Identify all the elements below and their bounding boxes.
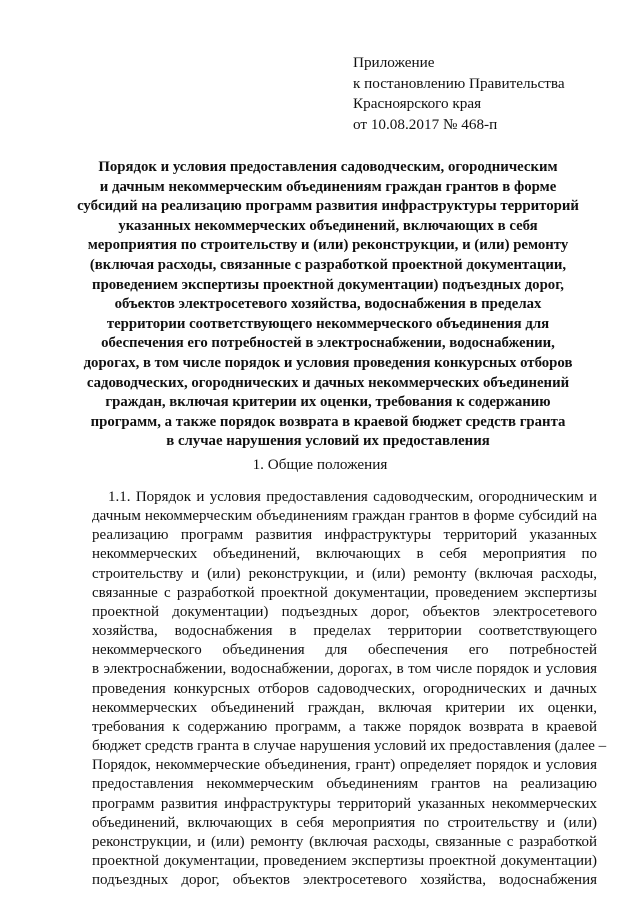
paragraph-line: реконструкции, и (или) ремонту (включая расходы, связанные с разработкой bbox=[92, 833, 597, 850]
title-line: Порядок и условия предоставления садоводческим, огородническим bbox=[98, 159, 558, 175]
title-line: проведением экспертизы проектной документации) подъездных дорог, bbox=[92, 276, 564, 293]
title-line: и дачным некоммерческим объединениям граждан грантов в форме bbox=[99, 178, 557, 195]
paragraph-line: некоммерческих объединений граждан, включая критерии их оценки, bbox=[92, 699, 597, 716]
paragraph-line: в электроснабжении, водоснабжении, дорогах, в том числе порядок и условия bbox=[92, 661, 597, 678]
paragraph-line: требования к содержанию программ, а также порядок возврата в краевой bbox=[92, 718, 597, 735]
title-line: территории соответствующего некоммерческого объединения для bbox=[106, 315, 550, 332]
paragraph-line: связанные с разработкой проектной документации, проведением экспертизы bbox=[92, 584, 597, 601]
paragraph-line: предоставления некоммерческим объединениям грантов на реализацию bbox=[92, 776, 597, 793]
appendix-line: от 10.08.2017 № 468-п bbox=[353, 115, 498, 133]
appendix-line: к постановлению Правительства bbox=[353, 74, 565, 92]
title-line: программ, а также порядок возврата в краевой бюджет средств гранта bbox=[90, 413, 566, 430]
section-heading: 1. Общие положения bbox=[252, 456, 388, 473]
paragraph-line: 1.1. Порядок и условия предоставления садоводческим, огородническим и bbox=[108, 489, 597, 505]
title-line: субсидий на реализацию программ развития инфраструктуры территорий bbox=[77, 198, 579, 215]
paragraph-line: некоммерческого объединения для обеспечения его потребностей bbox=[92, 642, 597, 659]
section-paragraph bbox=[92, 488, 607, 890]
paragraph-line: проектной документации) подъездных дорог, объектов электросетевого bbox=[92, 603, 597, 620]
paragraph-line: проведения конкурсных отборов садоводческих, огороднических и дачных bbox=[92, 680, 597, 697]
appendix-line: Красноярского края bbox=[353, 95, 482, 112]
paragraph-line: программ развития инфраструктуры территорий указанных некоммерческих bbox=[92, 795, 597, 812]
title-line: дорогах, в том числе порядок и условия проведения конкурсных отборов bbox=[83, 354, 573, 371]
paragraph-line: Порядок, некоммерческие объединения, грант) определяет порядок и условия bbox=[92, 757, 597, 774]
title-line: в случае нарушения условий их предоставления bbox=[166, 433, 490, 450]
title-line: мероприятия по строительству и (или) реконструкции, и (или) ремонту bbox=[87, 237, 569, 254]
paragraph-line: объединений, включающих в себя мероприятия по строительству и (или) bbox=[92, 814, 597, 831]
appendix-line: Приложение bbox=[353, 54, 435, 71]
title-line: обеспечения его потребностей в электроснабжении, водоснабжении, bbox=[101, 335, 555, 352]
paragraph-line: подъездных дорог, объектов электросетевого хозяйства, водоснабжения bbox=[92, 872, 597, 889]
appendix-block bbox=[353, 53, 623, 135]
paragraph-line: дачным некоммерческим объединениям граждан грантов в форме субсидий на bbox=[92, 508, 597, 525]
paragraph-line: проектной документации, проведением экспертизы проектной документации) bbox=[92, 852, 597, 869]
paragraph-line: хозяйства, водоснабжения в пределах территории соответствующего bbox=[92, 623, 597, 640]
title-line: указанных некоммерческих объединений, включающих в себя bbox=[118, 217, 538, 234]
paragraph-line: некоммерческих объединений, включающих в себя мероприятия по bbox=[92, 546, 597, 563]
paragraph-line: строительству и (или) реконструкции, и (или) ремонту (включая расходы, bbox=[92, 565, 597, 582]
title-line: (включая расходы, связанные с разработкой проектной документации, bbox=[89, 256, 567, 273]
title-line: граждан, включая критерии их оценки, требования к содержанию bbox=[105, 394, 551, 411]
document-title bbox=[58, 158, 598, 452]
paragraph-line: бюджет средств гранта в случае нарушения условий их предоставления (далее – bbox=[92, 738, 607, 755]
title-line: садоводческих, огороднических и дачных некоммерческих объединений bbox=[86, 374, 570, 391]
paragraph-line: реализацию программ развития инфраструктуры территорий указанных bbox=[92, 527, 597, 544]
title-line: объектов электросетевого хозяйства, водоснабжения в пределах bbox=[114, 296, 542, 313]
